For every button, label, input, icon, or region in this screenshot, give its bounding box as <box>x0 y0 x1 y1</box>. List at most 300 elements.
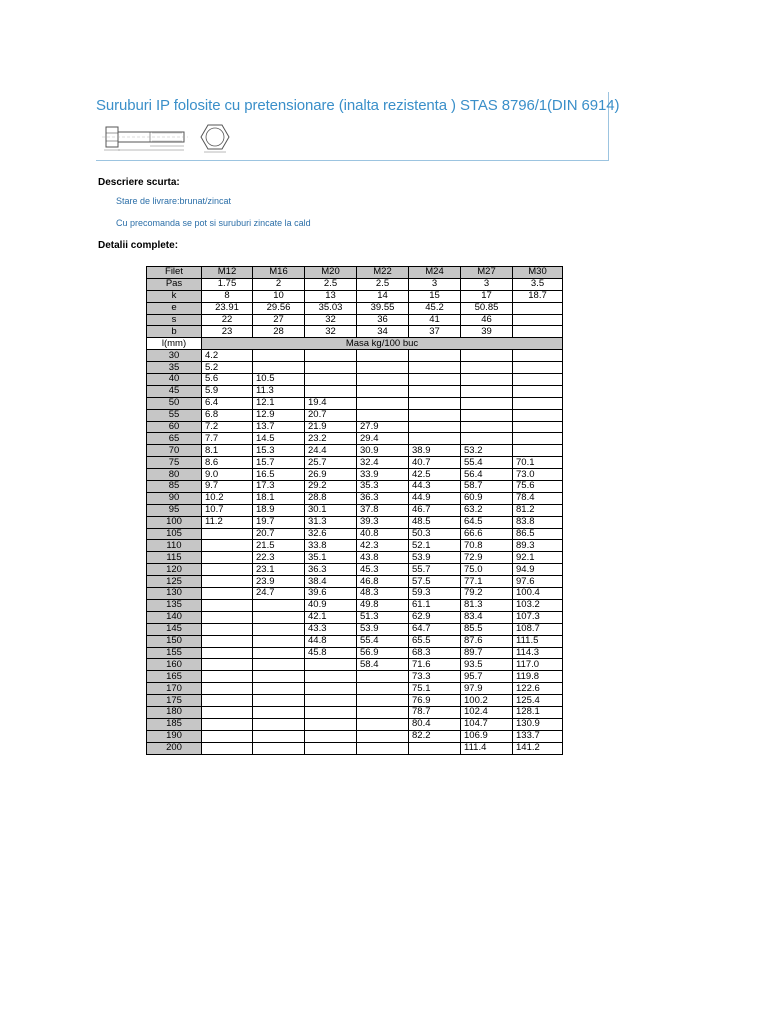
mass-cell: 75.0 <box>461 564 513 576</box>
table-header-row <box>147 267 563 279</box>
table-row <box>147 362 563 374</box>
mass-cell: 92.1 <box>513 552 563 564</box>
spec-value-cell: 1.75 <box>202 278 253 290</box>
mass-cell: 9.7 <box>202 481 253 493</box>
mass-cell: 5.9 <box>202 385 253 397</box>
spec-value-cell: 3 <box>461 278 513 290</box>
spec-label-cell: b <box>147 326 202 338</box>
spec-value-cell <box>513 326 563 338</box>
mass-cell <box>202 576 253 588</box>
mass-cell: 71.6 <box>409 659 461 671</box>
mass-cell <box>253 706 305 718</box>
mass-cell: 8.1 <box>202 445 253 457</box>
mass-cell: 5.2 <box>202 362 253 374</box>
mass-cell: 39.6 <box>305 588 357 600</box>
length-cell: 30 <box>147 350 202 362</box>
table-row <box>147 528 563 540</box>
mass-cell: 111.4 <box>461 742 513 754</box>
mass-cell: 63.2 <box>461 504 513 516</box>
spec-value-cell: 36 <box>357 314 409 326</box>
mass-cell <box>357 397 409 409</box>
spec-row <box>147 278 563 290</box>
table-row <box>147 706 563 718</box>
mass-cell: 23.1 <box>253 564 305 576</box>
length-cell: 70 <box>147 445 202 457</box>
spec-value-cell: 3.5 <box>513 278 563 290</box>
length-cell: 130 <box>147 588 202 600</box>
mass-cell <box>409 421 461 433</box>
mass-cell: 27.9 <box>357 421 409 433</box>
mass-cell <box>305 695 357 707</box>
mass-cell: 97.6 <box>513 576 563 588</box>
table-row <box>147 457 563 469</box>
mass-cell: 79.2 <box>461 588 513 600</box>
table-row <box>147 730 563 742</box>
table-row <box>147 564 563 576</box>
spec-value-cell <box>513 302 563 314</box>
mass-cell: 122.6 <box>513 683 563 695</box>
mass-cell: 26.9 <box>305 469 357 481</box>
mass-cell <box>409 409 461 421</box>
length-header-cell: l(mm) <box>147 338 202 350</box>
mass-cell: 114.3 <box>513 647 563 659</box>
mass-cell: 12.9 <box>253 409 305 421</box>
mass-cell: 46.7 <box>409 504 461 516</box>
length-cell: 190 <box>147 730 202 742</box>
mass-cell: 40.7 <box>409 457 461 469</box>
mass-cell: 24.4 <box>305 445 357 457</box>
mass-cell: 53.9 <box>409 552 461 564</box>
length-cell: 175 <box>147 695 202 707</box>
spec-row <box>147 326 563 338</box>
mass-cell <box>409 362 461 374</box>
length-cell: 200 <box>147 742 202 754</box>
spec-value-cell: 17 <box>461 290 513 302</box>
mass-cell: 23.9 <box>253 576 305 588</box>
mass-cell <box>202 599 253 611</box>
table-row <box>147 599 563 611</box>
mass-cell <box>253 671 305 683</box>
mass-cell: 59.3 <box>409 588 461 600</box>
spec-value-cell: 23 <box>202 326 253 338</box>
bolt-drawing <box>102 122 242 154</box>
length-cell: 35 <box>147 362 202 374</box>
mass-cell: 55.7 <box>409 564 461 576</box>
mass-cell <box>305 362 357 374</box>
mass-cell: 75.6 <box>513 481 563 493</box>
mass-cell: 57.5 <box>409 576 461 588</box>
spec-value-cell: 32 <box>305 314 357 326</box>
mass-cell: 38.9 <box>409 445 461 457</box>
mass-cell <box>305 706 357 718</box>
mass-cell: 5.6 <box>202 374 253 386</box>
mass-cell: 40.8 <box>357 528 409 540</box>
header-cell: M20 <box>305 267 357 279</box>
mass-cell <box>357 362 409 374</box>
mass-cell <box>357 742 409 754</box>
mass-cell <box>461 374 513 386</box>
mass-cell <box>305 730 357 742</box>
mass-cell: 14.5 <box>253 433 305 445</box>
mass-cell: 50.3 <box>409 528 461 540</box>
length-cell: 145 <box>147 623 202 635</box>
table-row <box>147 718 563 730</box>
mass-cell: 13.7 <box>253 421 305 433</box>
mass-cell <box>513 385 563 397</box>
table-row <box>147 445 563 457</box>
spec-label-cell: e <box>147 302 202 314</box>
mass-cell <box>202 635 253 647</box>
table-row <box>147 374 563 386</box>
mass-cell: 55.4 <box>357 635 409 647</box>
mass-cell: 53.9 <box>357 623 409 635</box>
spec-value-cell: 13 <box>305 290 357 302</box>
mass-cell: 12.1 <box>253 397 305 409</box>
mass-cell <box>357 374 409 386</box>
mass-cell <box>305 742 357 754</box>
length-cell: 180 <box>147 706 202 718</box>
mass-header-cell: Masa kg/100 buc <box>202 338 563 350</box>
mass-cell <box>253 362 305 374</box>
mass-cell: 58.4 <box>357 659 409 671</box>
mass-cell <box>253 742 305 754</box>
length-cell: 120 <box>147 564 202 576</box>
mass-cell: 6.8 <box>202 409 253 421</box>
mass-cell: 64.5 <box>461 516 513 528</box>
mass-cell <box>513 433 563 445</box>
mass-cell: 83.4 <box>461 611 513 623</box>
spec-value-cell: 14 <box>357 290 409 302</box>
mass-cell: 117.0 <box>513 659 563 671</box>
mass-cell: 128.1 <box>513 706 563 718</box>
delivery-link[interactable]: Stare de livrare:brunat/zincat <box>116 196 232 206</box>
mass-cell <box>253 659 305 671</box>
length-cell: 165 <box>147 671 202 683</box>
header-cell: M30 <box>513 267 563 279</box>
table-row <box>147 635 563 647</box>
table-row <box>147 409 563 421</box>
mass-cell: 141.2 <box>513 742 563 754</box>
mass-cell: 87.6 <box>461 635 513 647</box>
mass-cell: 77.1 <box>461 576 513 588</box>
spec-value-cell: 22 <box>202 314 253 326</box>
mass-cell: 8.6 <box>202 457 253 469</box>
mass-cell: 42.5 <box>409 469 461 481</box>
spec-value-cell: 10 <box>253 290 305 302</box>
spec-label-cell: k <box>147 290 202 302</box>
mass-cell: 22.3 <box>253 552 305 564</box>
mass-cell: 119.8 <box>513 671 563 683</box>
mass-cell: 24.7 <box>253 588 305 600</box>
mass-cell: 85.5 <box>461 623 513 635</box>
mass-cell: 70.1 <box>513 457 563 469</box>
mass-cell: 68.3 <box>409 647 461 659</box>
spec-value-cell <box>513 314 563 326</box>
mass-cell: 7.2 <box>202 421 253 433</box>
mass-cell: 72.9 <box>461 552 513 564</box>
mass-cell: 107.3 <box>513 611 563 623</box>
spec-value-cell: 18.7 <box>513 290 563 302</box>
mass-cell: 10.5 <box>253 374 305 386</box>
spec-value-cell: 39 <box>461 326 513 338</box>
mass-cell: 73.0 <box>513 469 563 481</box>
table-row <box>147 492 563 504</box>
mass-cell <box>202 695 253 707</box>
length-cell: 155 <box>147 647 202 659</box>
mass-cell: 100.2 <box>461 695 513 707</box>
length-cell: 125 <box>147 576 202 588</box>
table-row <box>147 588 563 600</box>
mass-cell: 111.5 <box>513 635 563 647</box>
mass-cell <box>461 385 513 397</box>
mass-cell: 32.6 <box>305 528 357 540</box>
mass-cell: 125.4 <box>513 695 563 707</box>
table-row <box>147 695 563 707</box>
header-cell: M27 <box>461 267 513 279</box>
spec-value-cell: 35.03 <box>305 302 357 314</box>
length-cell: 160 <box>147 659 202 671</box>
mass-cell <box>305 683 357 695</box>
mass-cell: 78.4 <box>513 492 563 504</box>
mass-cell: 15.3 <box>253 445 305 457</box>
mass-cell <box>305 374 357 386</box>
table-row <box>147 481 563 493</box>
length-cell: 115 <box>147 552 202 564</box>
table-row <box>147 683 563 695</box>
mass-cell <box>305 350 357 362</box>
mass-cell <box>513 421 563 433</box>
length-cell: 40 <box>147 374 202 386</box>
mass-cell <box>409 433 461 445</box>
mass-cell: 16.5 <box>253 469 305 481</box>
mass-cell <box>461 433 513 445</box>
mass-cell <box>305 718 357 730</box>
mass-cell <box>202 623 253 635</box>
length-cell: 150 <box>147 635 202 647</box>
mass-cell: 56.9 <box>357 647 409 659</box>
mass-cell: 39.3 <box>357 516 409 528</box>
mass-cell: 32.4 <box>357 457 409 469</box>
table-row <box>147 659 563 671</box>
mass-cell: 21.9 <box>305 421 357 433</box>
spec-value-cell: 2.5 <box>305 278 357 290</box>
spec-value-cell: 37 <box>409 326 461 338</box>
table-row <box>147 504 563 516</box>
mass-cell: 78.7 <box>409 706 461 718</box>
header-cell: M16 <box>253 267 305 279</box>
spec-value-cell: 46 <box>461 314 513 326</box>
mass-cell <box>253 635 305 647</box>
mass-cell: 61.1 <box>409 599 461 611</box>
mass-cell: 21.5 <box>253 540 305 552</box>
mass-cell: 36.3 <box>357 492 409 504</box>
mass-cell: 33.9 <box>357 469 409 481</box>
length-cell: 75 <box>147 457 202 469</box>
table-row <box>147 350 563 362</box>
spec-value-cell: 23.91 <box>202 302 253 314</box>
mass-cell <box>357 695 409 707</box>
spec-row <box>147 302 563 314</box>
spec-value-cell: 2 <box>253 278 305 290</box>
mass-cell: 6.4 <box>202 397 253 409</box>
mass-cell: 9.0 <box>202 469 253 481</box>
mass-cell <box>461 421 513 433</box>
mass-cell <box>513 397 563 409</box>
length-cell: 135 <box>147 599 202 611</box>
mass-cell: 28.8 <box>305 492 357 504</box>
mass-cell <box>253 718 305 730</box>
mass-cell <box>202 718 253 730</box>
mass-cell: 36.3 <box>305 564 357 576</box>
mass-cell: 20.7 <box>253 528 305 540</box>
table-row <box>147 576 563 588</box>
mass-cell <box>202 564 253 576</box>
mass-cell: 4.2 <box>202 350 253 362</box>
mass-cell: 17.3 <box>253 481 305 493</box>
length-cell: 85 <box>147 481 202 493</box>
mass-cell: 60.9 <box>461 492 513 504</box>
mass-cell: 64.7 <box>409 623 461 635</box>
mass-cell: 83.8 <box>513 516 563 528</box>
mass-cell: 42.3 <box>357 540 409 552</box>
table-row <box>147 671 563 683</box>
spec-value-cell: 8 <box>202 290 253 302</box>
mass-cell: 73.3 <box>409 671 461 683</box>
product-header <box>96 92 620 161</box>
mass-cell: 18.1 <box>253 492 305 504</box>
spec-label-cell: Pas <box>147 278 202 290</box>
mass-cell <box>253 683 305 695</box>
table-row <box>147 611 563 623</box>
spec-value-cell: 50.85 <box>461 302 513 314</box>
header-cell: M22 <box>357 267 409 279</box>
mass-cell <box>357 409 409 421</box>
mass-cell: 48.3 <box>357 588 409 600</box>
table-row <box>147 647 563 659</box>
mass-cell <box>202 671 253 683</box>
mass-cell <box>513 350 563 362</box>
mass-cell <box>202 552 253 564</box>
short-description-label: Descriere scurta: <box>98 177 180 188</box>
mass-cell: 94.9 <box>513 564 563 576</box>
mass-cell: 33.8 <box>305 540 357 552</box>
mass-cell: 95.7 <box>461 671 513 683</box>
table-row <box>147 421 563 433</box>
length-cell: 140 <box>147 611 202 623</box>
mass-cell: 55.4 <box>461 457 513 469</box>
mass-cell: 43.8 <box>357 552 409 564</box>
spec-value-cell: 2.5 <box>357 278 409 290</box>
mass-cell: 51.3 <box>357 611 409 623</box>
spec-value-cell: 28 <box>253 326 305 338</box>
mass-cell: 11.2 <box>202 516 253 528</box>
mass-cell: 81.2 <box>513 504 563 516</box>
length-cell: 50 <box>147 397 202 409</box>
mass-cell <box>253 611 305 623</box>
mass-cell: 130.9 <box>513 718 563 730</box>
length-cell: 100 <box>147 516 202 528</box>
table-row <box>147 540 563 552</box>
mass-cell: 108.7 <box>513 623 563 635</box>
mass-cell <box>409 374 461 386</box>
mass-cell <box>253 623 305 635</box>
mass-cell <box>357 718 409 730</box>
mass-cell: 106.9 <box>461 730 513 742</box>
header-cell: M12 <box>202 267 253 279</box>
mass-cell: 15.7 <box>253 457 305 469</box>
mass-cell: 97.9 <box>461 683 513 695</box>
mass-cell <box>461 409 513 421</box>
mass-cell: 58.7 <box>461 481 513 493</box>
mass-cell <box>461 397 513 409</box>
table-row <box>147 742 563 754</box>
mass-cell: 81.3 <box>461 599 513 611</box>
mass-cell: 104.7 <box>461 718 513 730</box>
mass-cell <box>513 409 563 421</box>
mass-cell <box>202 540 253 552</box>
mass-cell <box>461 350 513 362</box>
table-row <box>147 516 563 528</box>
mass-cell: 38.4 <box>305 576 357 588</box>
mass-cell <box>357 350 409 362</box>
mass-cell: 44.3 <box>409 481 461 493</box>
mass-cell <box>357 706 409 718</box>
table-row <box>147 469 563 481</box>
hot-dip-link[interactable]: Cu precomanda se pot si suruburi zincate la cald <box>116 218 311 228</box>
mass-cell: 93.5 <box>461 659 513 671</box>
mass-cell <box>305 671 357 683</box>
spec-value-cell: 39.55 <box>357 302 409 314</box>
mass-cell <box>253 599 305 611</box>
mass-cell <box>253 350 305 362</box>
mass-cell <box>357 683 409 695</box>
table-row <box>147 433 563 445</box>
mass-cell: 62.9 <box>409 611 461 623</box>
mass-cell: 10.7 <box>202 504 253 516</box>
mass-header-row <box>147 338 563 350</box>
mass-cell: 56.4 <box>461 469 513 481</box>
mass-cell: 29.2 <box>305 481 357 493</box>
spec-value-cell: 29.56 <box>253 302 305 314</box>
mass-cell: 75.1 <box>409 683 461 695</box>
mass-cell: 80.4 <box>409 718 461 730</box>
mass-cell: 44.9 <box>409 492 461 504</box>
mass-cell <box>357 671 409 683</box>
mass-cell <box>513 362 563 374</box>
mass-cell: 76.9 <box>409 695 461 707</box>
spec-value-cell: 32 <box>305 326 357 338</box>
mass-cell <box>202 683 253 695</box>
mass-cell: 11.3 <box>253 385 305 397</box>
mass-cell: 43.3 <box>305 623 357 635</box>
mass-cell <box>202 706 253 718</box>
spec-value-cell: 41 <box>409 314 461 326</box>
length-cell: 185 <box>147 718 202 730</box>
length-cell: 95 <box>147 504 202 516</box>
mass-cell: 102.4 <box>461 706 513 718</box>
mass-cell: 23.2 <box>305 433 357 445</box>
length-cell: 45 <box>147 385 202 397</box>
page-title: Suruburi IP folosite cu pretensionare (inalta rezistenta ) STAS 8796/1(DIN 6914) <box>96 97 620 114</box>
mass-cell: 86.5 <box>513 528 563 540</box>
spec-row <box>147 290 563 302</box>
spec-value-cell: 45.2 <box>409 302 461 314</box>
table-row <box>147 397 563 409</box>
mass-cell: 35.1 <box>305 552 357 564</box>
mass-cell: 35.3 <box>357 481 409 493</box>
length-cell: 110 <box>147 540 202 552</box>
mass-cell: 46.8 <box>357 576 409 588</box>
